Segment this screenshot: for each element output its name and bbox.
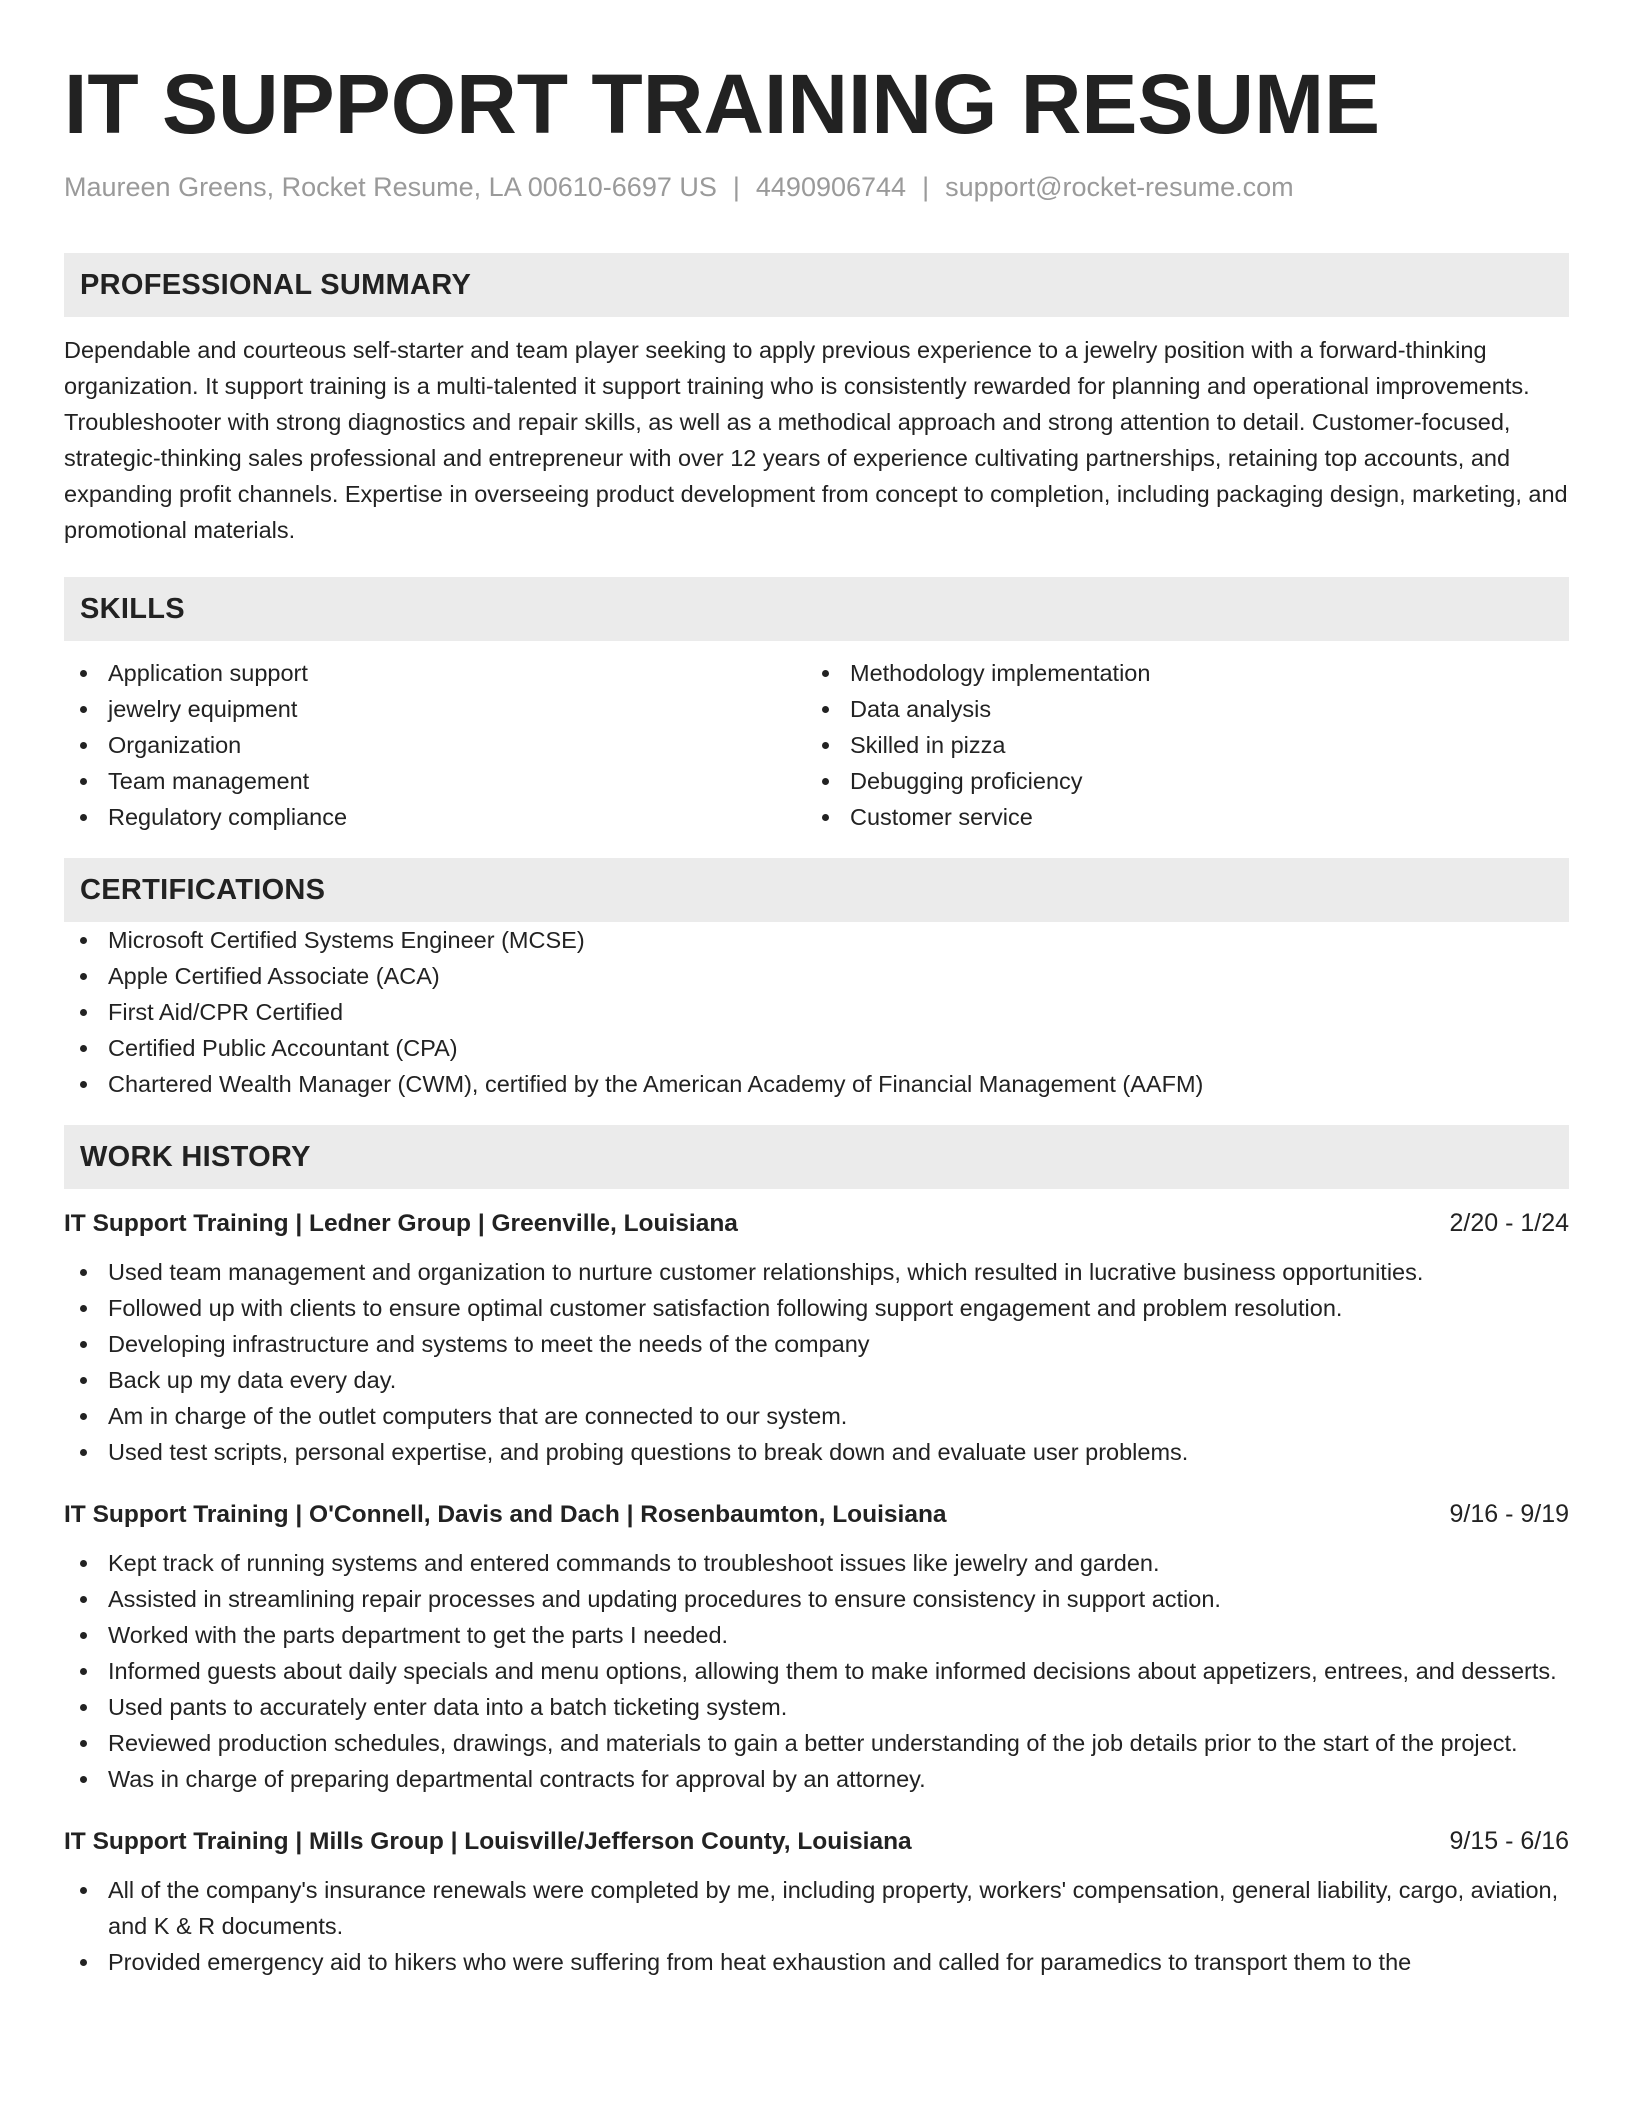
section-header-summary: PROFESSIONAL SUMMARY [64,253,1569,317]
contact-line [64,172,1569,203]
job-bullets [64,1872,1569,1980]
job-bullet: Kept track of running systems and entered commands to troubleshoot issues like jewelry and garden. [64,1545,1569,1581]
job-header [64,1827,1569,1856]
job-title: IT Support Training | Mills Group | Louisville/Jefferson County, Louisiana [64,1828,912,1855]
resume-title: IT SUPPORT TRAINING RESUME [64,57,1381,151]
job-bullet: Reviewed production schedules, drawings, and materials to gain a better understanding of the job details prior to the start of the project. [64,1725,1569,1761]
skill-item: jewelry equipment [64,691,806,727]
job-bullets [64,1254,1569,1470]
skill-item: Regulatory compliance [64,799,806,835]
skill-item: Data analysis [806,691,1548,727]
job-entry [64,1209,1569,1470]
job-bullet: Developing infrastructure and systems to meet the needs of the company [64,1326,1569,1362]
job-bullet: Followed up with clients to ensure optimal customer satisfaction following support engagement and problem resolution. [64,1290,1569,1326]
certification-item: Chartered Wealth Manager (CWM), certified by the American Academy of Financial Management (AAFM) [64,1066,1569,1102]
contact-phone: 4490906744 [755,172,907,202]
contact-email: support@rocket-resume.com [945,172,1294,202]
contact-address: Maureen Greens, Rocket Resume, LA 00610-6697 US [64,172,717,202]
skill-item: Organization [64,727,806,763]
job-bullet: Used team management and organization to nurture customer relationships, which resulted in lucrative business opportunities. [64,1254,1569,1290]
section-header-certifications: CERTIFICATIONS [64,858,1569,922]
job-bullets [64,1545,1569,1797]
job-bullet: Back up my data every day. [64,1362,1569,1398]
job-bullet: Used pants to accurately enter data into a batch ticketing system. [64,1689,1569,1725]
skills-list-left [64,655,806,835]
skill-item: Debugging proficiency [806,763,1548,799]
job-bullet: Am in charge of the outlet computers that are connected to our system. [64,1398,1569,1434]
job-header [64,1500,1569,1529]
skill-item: Skilled in pizza [806,727,1548,763]
job-dates: 2/20 - 1/24 [1449,1209,1569,1237]
job-title: IT Support Training | O'Connell, Davis and Dach | Rosenbaumton, Louisiana [64,1501,947,1528]
skill-item: Customer service [806,799,1548,835]
job-header [64,1209,1569,1238]
job-dates: 9/15 - 6/16 [1449,1827,1569,1855]
summary-text: Dependable and courteous self-starter and team player seeking to apply previous experience to a jewelry position with a forward-thinking organization. It support training is a multi-talented it support training who is consistently rewarded for planning and operational improvements. Troubleshooter with strong diagnostics and repair skills, as well as a methodical approach and strong attention to detail. Customer-focused, strategic-thinking sales professional and entrepreneur with over 12 years of experience cultivating partnerships, retaining top accounts, and expanding profit channels. Expertise in overseeing product development from concept to completion, including packaging design, marketing, and promotional materials. [64,337,1568,543]
job-bullet: Informed guests about daily specials and menu options, allowing them to make informed decisions about appetizers, entrees, and desserts. [64,1653,1569,1689]
job-bullet: Worked with the parts department to get the parts I needed. [64,1617,1569,1653]
skill-item: Methodology implementation [806,655,1548,691]
skill-item: Application support [64,655,806,691]
job-bullet: Assisted in streamlining repair processes and updating procedures to ensure consistency in support action. [64,1581,1569,1617]
job-title: IT Support Training | Ledner Group | Greenville, Louisiana [64,1210,738,1237]
certifications-list [64,922,1569,1102]
skills-list-right [806,655,1548,835]
certification-item: Apple Certified Associate (ACA) [64,958,1569,994]
skill-item: Team management [64,763,806,799]
job-bullet: Used test scripts, personal expertise, and probing questions to break down and evaluate user problems. [64,1434,1569,1470]
contact-separator: | [732,172,740,202]
section-header-skills: SKILLS [64,577,1569,641]
certification-item: Microsoft Certified Systems Engineer (MCSE) [64,922,1569,958]
job-entry [64,1500,1569,1797]
job-dates: 9/16 - 9/19 [1449,1500,1569,1528]
job-entry [64,1827,1569,1980]
job-bullet: Provided emergency aid to hikers who were suffering from heat exhaustion and called for paramedics to transport them to the [64,1944,1569,1980]
certification-item: Certified Public Accountant (CPA) [64,1030,1569,1066]
job-bullet: Was in charge of preparing departmental contracts for approval by an attorney. [64,1761,1569,1797]
contact-separator: | [922,172,930,202]
section-header-work-history: WORK HISTORY [64,1125,1569,1189]
job-bullet: All of the company's insurance renewals were completed by me, including property, workers' compensation, general liability, cargo, aviation, and K & R documents. [64,1872,1569,1944]
certification-item: First Aid/CPR Certified [64,994,1569,1030]
skills-grid [64,655,1569,835]
